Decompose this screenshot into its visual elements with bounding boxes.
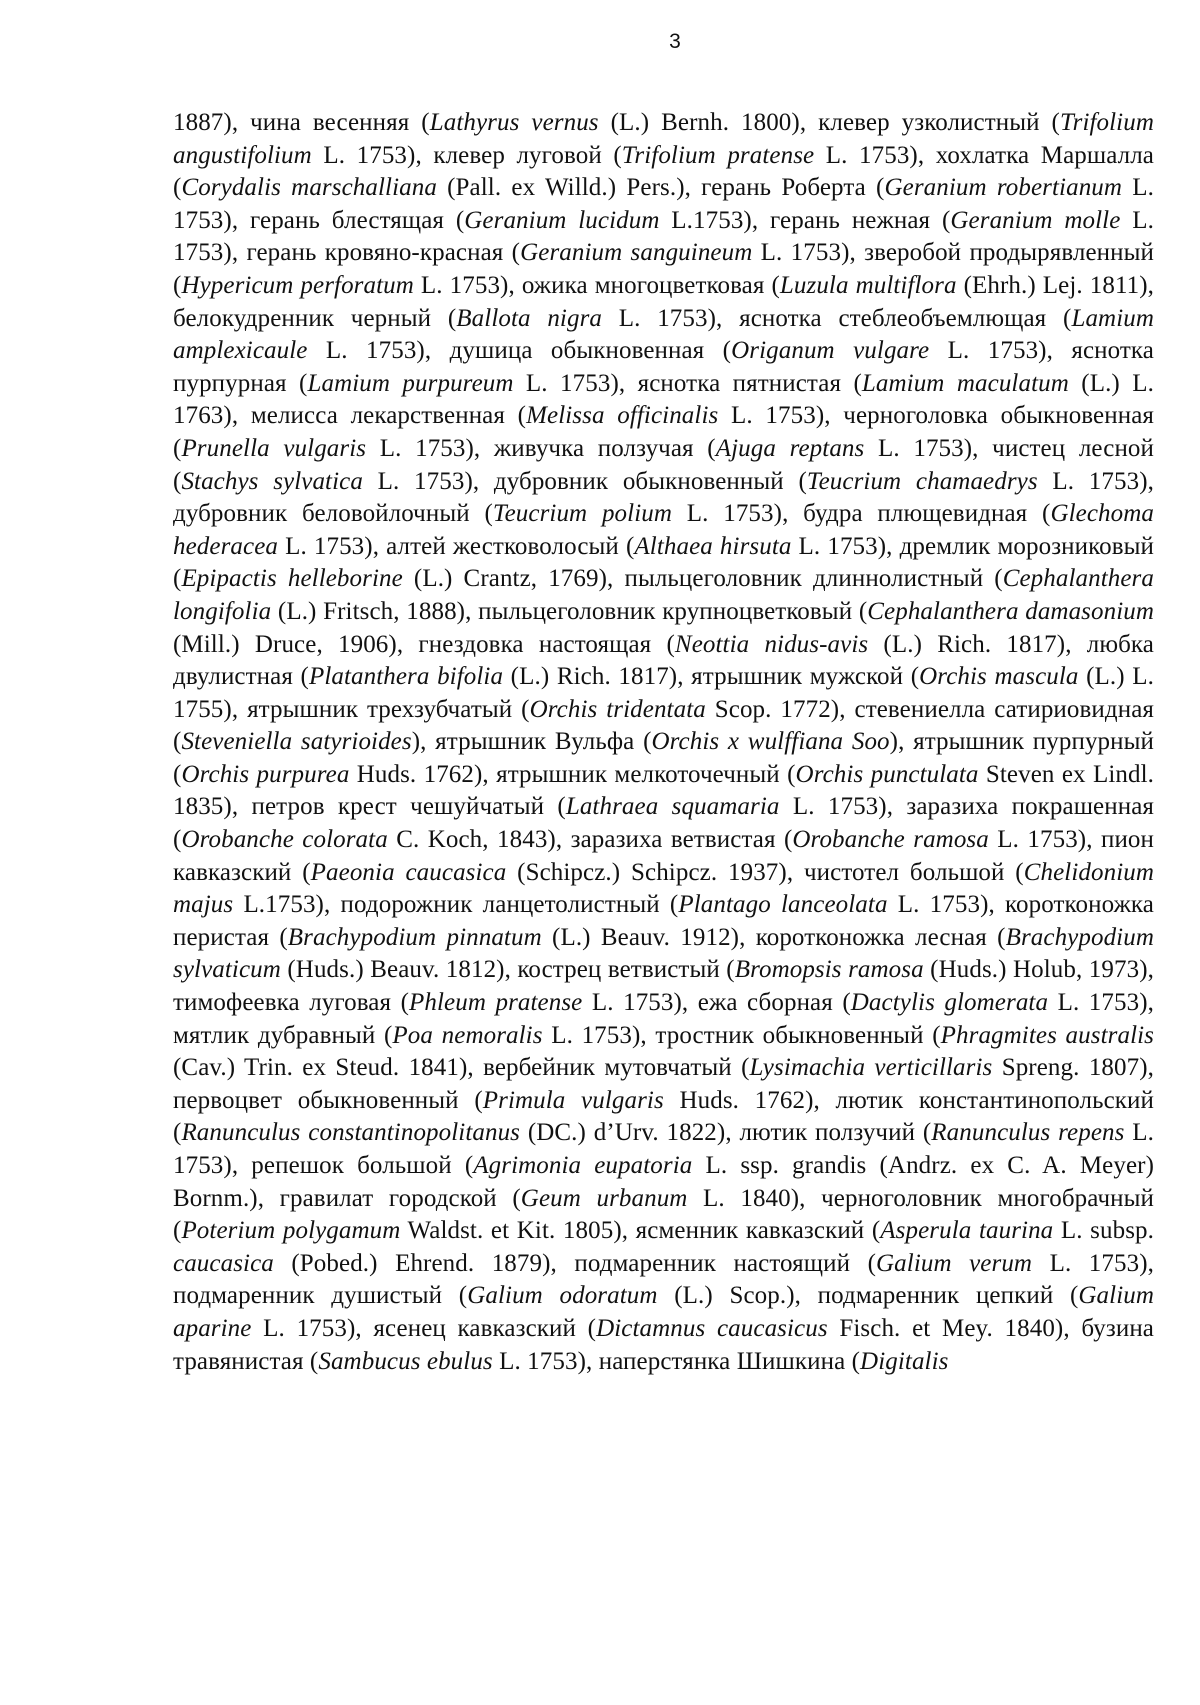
text-run: L. 1753), зверобой продырявленный ( bbox=[173, 239, 1154, 299]
latin-name: Digitalis bbox=[860, 1347, 949, 1375]
latin-name: Phragmites australis bbox=[940, 1021, 1154, 1049]
latin-name: Teucrium chamaedrys bbox=[806, 467, 1038, 495]
text-run: L. 1753), подмаренник душистый ( bbox=[173, 1249, 1154, 1310]
text-run: L. 1753), яснотка пятнистая ( bbox=[513, 369, 862, 397]
latin-name: Galium verum bbox=[876, 1249, 1033, 1277]
latin-name: Orchis purpurea bbox=[181, 760, 350, 788]
text-run: L. 1753), тростник обыкновенный ( bbox=[542, 1021, 941, 1049]
latin-name: Stachys sylvatica bbox=[181, 467, 363, 495]
latin-name: Brachypodium pinnatum bbox=[287, 923, 542, 951]
text-run: L.1753), герань нежная ( bbox=[659, 206, 951, 234]
text-run: L. 1753), герань кровяно-красная ( bbox=[173, 206, 1154, 267]
text-run: L. 1753), хохлатка Маршалла ( bbox=[173, 141, 1154, 202]
text-run: (L.) L. 1763), мелисса лекарственная ( bbox=[173, 369, 1154, 430]
text-run: Huds. 1762), ятрышник мелкоточечный ( bbox=[349, 760, 796, 788]
latin-name: caucasica bbox=[173, 1249, 274, 1277]
text-run: L. 1753), ежа сборная ( bbox=[582, 989, 851, 1017]
latin-name: Chelidonium majus bbox=[173, 858, 1154, 919]
text-run: (L.) Bernh. 1800), клевер узколистный ( bbox=[598, 109, 1060, 136]
latin-name: Cephalanthera longifolia bbox=[173, 565, 1154, 625]
text-run: ), ятрышник пурпурный ( bbox=[173, 728, 1155, 788]
latin-name: Ranunculus constantinopolitanus bbox=[181, 1119, 521, 1147]
text-run: L. 1753), чистец лесной ( bbox=[173, 434, 1155, 495]
text-run: Steven ex Lindl. 1835), петров крест чешуйчатый ( bbox=[173, 760, 1154, 821]
text-run: L. 1753), герань блестящая ( bbox=[173, 174, 1154, 234]
latin-name: Geranium robertianum bbox=[884, 174, 1123, 202]
latin-name: Poa nemoralis bbox=[392, 1021, 543, 1049]
latin-name: Lamium amplexicaule bbox=[173, 304, 1155, 365]
latin-name: Paeonia caucasica bbox=[310, 858, 507, 886]
latin-name: Hypericum perforatum bbox=[181, 271, 414, 299]
text-run: (L.) Scop.), подмаренник цепкий ( bbox=[657, 1282, 1079, 1310]
latin-name: Dictamnus caucasicus bbox=[596, 1314, 828, 1342]
latin-name: Galium aparine bbox=[173, 1282, 1155, 1342]
text-run: (Pall. ex Willd.) Pers.), герань Роберта ( bbox=[436, 174, 885, 202]
text-run: (L.) Rich. 1817), любка двулистная ( bbox=[173, 630, 1154, 691]
text-run: L. 1753), душица обыкновенная ( bbox=[307, 337, 732, 365]
latin-name: Galium odoratum bbox=[467, 1282, 658, 1310]
text-run: L. 1753), пион кавказский ( bbox=[173, 826, 1154, 886]
text-run: L. 1753), мятлик дубравный ( bbox=[173, 989, 1154, 1049]
latin-name: Teucrium polium bbox=[492, 500, 673, 528]
latin-name: Orchis x wulffiana Soo bbox=[651, 728, 890, 756]
text-run: Waldst. et Kit. 1805), ясменник кавказский ( bbox=[400, 1217, 881, 1245]
latin-name: Dactylis glomerata bbox=[850, 989, 1049, 1017]
text-run: C. Koch, 1843), заразиха ветвистая ( bbox=[387, 826, 793, 854]
text-run: L. 1753), наперстянка Шишкина ( bbox=[492, 1347, 861, 1375]
text-run: L. ssp. grandis (Andrz. ex C. A. Meyer) Bornm.), гравилат городской ( bbox=[173, 1152, 1154, 1212]
latin-name: Orchis tridentata bbox=[529, 695, 706, 723]
latin-name: Geranium molle bbox=[950, 206, 1121, 234]
text-run: L. 1753), дубровник беловойлочный ( bbox=[173, 467, 1154, 528]
latin-name: Prunella vulgaris bbox=[181, 434, 367, 462]
latin-name: Ajuga reptans bbox=[715, 434, 865, 462]
latin-name: Poterium polygamum bbox=[181, 1217, 401, 1245]
latin-name: Lathraea squamaria bbox=[565, 793, 780, 821]
text-run: (Schipcz.) Schipcz. 1937), чистотел большой ( bbox=[506, 858, 1024, 886]
text-run: L. 1753), ясенец кавказский ( bbox=[251, 1314, 597, 1342]
latin-name: Glechoma hederacea bbox=[173, 500, 1154, 560]
latin-name: Ranunculus repens bbox=[931, 1119, 1125, 1147]
latin-name: Epipactis helleborine bbox=[181, 565, 403, 593]
latin-name: Geranium sanguineum bbox=[520, 239, 753, 267]
text-run: (L.) Rich. 1817), ятрышник мужской ( bbox=[503, 663, 920, 691]
text-run: L. 1753), живучка ползучая ( bbox=[366, 434, 716, 462]
latin-name: Lysimachia verticillaris bbox=[749, 1054, 993, 1082]
latin-name: Trifolium pratense bbox=[621, 141, 815, 169]
text-run: 1887), чина весенняя ( bbox=[173, 109, 430, 136]
text-run: L. 1840), черноголовник многобрачный ( bbox=[173, 1184, 1154, 1245]
text-run: L. 1753), яснотка стеблеобъемлющая ( bbox=[602, 304, 1072, 332]
latin-name: Orobanche ramosa bbox=[792, 826, 989, 854]
latin-name: Geum urbanum bbox=[520, 1184, 688, 1212]
text-run: L. 1753), дубровник обыкновенный ( bbox=[362, 467, 807, 495]
text-run: L. 1753), дремлик морозниковый ( bbox=[173, 532, 1154, 593]
latin-name: Sambucus ebulus bbox=[318, 1347, 493, 1375]
text-run: L. 1753), будра плющевидная ( bbox=[672, 500, 1051, 528]
text-run: (Pobed.) Ehrend. 1879), подмаренник настоящий ( bbox=[273, 1249, 877, 1277]
latin-name: Cephalanthera damasonium bbox=[867, 597, 1154, 625]
latin-name: Corydalis marschalliana bbox=[181, 174, 437, 202]
text-run: (Cav.) Trin. ex Steud. 1841), вербейник мутовчатый ( bbox=[173, 1054, 750, 1082]
text-run: L. 1753), коротконожка перистая ( bbox=[173, 891, 1155, 951]
text-run: L.1753), подорожник ланцетолистный ( bbox=[233, 891, 679, 919]
text-run: ), ятрышник Вульфа ( bbox=[411, 728, 652, 756]
latin-name: Phleum pratense bbox=[409, 989, 583, 1017]
latin-name: Primula vulgaris bbox=[482, 1086, 664, 1114]
body-paragraph bbox=[173, 107, 1154, 1378]
text-run: L. 1753), репешок большой ( bbox=[173, 1119, 1154, 1179]
text-run: L. subsp. bbox=[1053, 1217, 1154, 1245]
text-run: L. 1753), заразиха покрашенная ( bbox=[173, 793, 1155, 854]
latin-name: Agrimonia eupatoria bbox=[473, 1152, 693, 1179]
text-run: (L.) Beauv. 1912), коротконожка лесная ( bbox=[541, 923, 1006, 951]
latin-name: Lamium maculatum bbox=[861, 369, 1069, 397]
latin-name: Geranium lucidum bbox=[464, 206, 660, 234]
latin-name: Althaea hirsuta bbox=[634, 532, 792, 560]
text-run: (L.) Fritsch, 1888), пыльцеголовник крупноцветковый ( bbox=[271, 597, 868, 625]
text-run: (Huds.) Holub, 1973), тимофеевка луговая ( bbox=[173, 956, 1154, 1017]
text-run: Fisch. et Mey. 1840), бузина травянистая ( bbox=[173, 1314, 1154, 1375]
latin-name: Neottia nidus-avis bbox=[674, 630, 869, 658]
text-run: (DC.) d’Urv. 1822), лютик ползучий ( bbox=[520, 1119, 932, 1147]
latin-name: Origanum vulgare bbox=[731, 337, 930, 365]
text-run: (Mill.) Druce, 1906), гнездовка настоящая ( bbox=[173, 630, 675, 658]
text-run: (Huds.) Beauv. 1812), кострец ветвистый ( bbox=[280, 956, 735, 984]
text-run: L. 1753), клевер луговой ( bbox=[311, 141, 622, 169]
text-run: L. 1753), алтей жестковолосый ( bbox=[278, 532, 635, 560]
latin-name: Brachypodium sylvaticum bbox=[173, 923, 1154, 984]
text-run: L. 1753), черноголовка обыкновенная ( bbox=[173, 402, 1155, 462]
latin-name: Orchis mascula bbox=[919, 663, 1079, 691]
text-run: (Ehrh.) Lej. 1811), белокудренник черный ( bbox=[173, 271, 1155, 332]
latin-name: Lathyrus vernus bbox=[429, 109, 599, 136]
latin-name: Asperula taurina bbox=[880, 1217, 1054, 1245]
text-run: L. 1753), ожика многоцветковая ( bbox=[413, 271, 780, 299]
latin-name: Orchis punctulata bbox=[795, 760, 979, 788]
text-run: (L.) Crantz, 1769), пыльцеголовник длиннолистный ( bbox=[402, 565, 1003, 593]
text-run: (L.) L. 1755), ятрышник трехзубчатый ( bbox=[173, 663, 1155, 723]
latin-name: Platanthera bifolia bbox=[308, 663, 504, 691]
latin-name: Ballota nigra bbox=[456, 304, 603, 332]
latin-name: Trifolium angustifolium bbox=[173, 109, 1154, 169]
latin-name: Orobanche colorata bbox=[181, 826, 388, 854]
text-run: Scop. 1772), стевениелла сатириовидная ( bbox=[173, 695, 1154, 756]
text-run: L. 1753), яснотка пурпурная ( bbox=[173, 337, 1154, 397]
latin-name: Luzula multiflora bbox=[779, 271, 957, 299]
latin-name: Melissa officinalis bbox=[526, 402, 719, 430]
text-run: Huds. 1762), лютик константинопольский ( bbox=[173, 1086, 1155, 1147]
latin-name: Plantago lanceolata bbox=[678, 891, 888, 919]
latin-name: Lamium purpureum bbox=[307, 369, 514, 397]
text-run: Spreng. 1807), первоцвет обыкновенный ( bbox=[173, 1054, 1154, 1114]
latin-name: Steveniella satyrioides bbox=[181, 728, 412, 756]
latin-name: Bromopsis ramosa bbox=[734, 956, 924, 984]
page-number: 3 bbox=[669, 30, 681, 53]
